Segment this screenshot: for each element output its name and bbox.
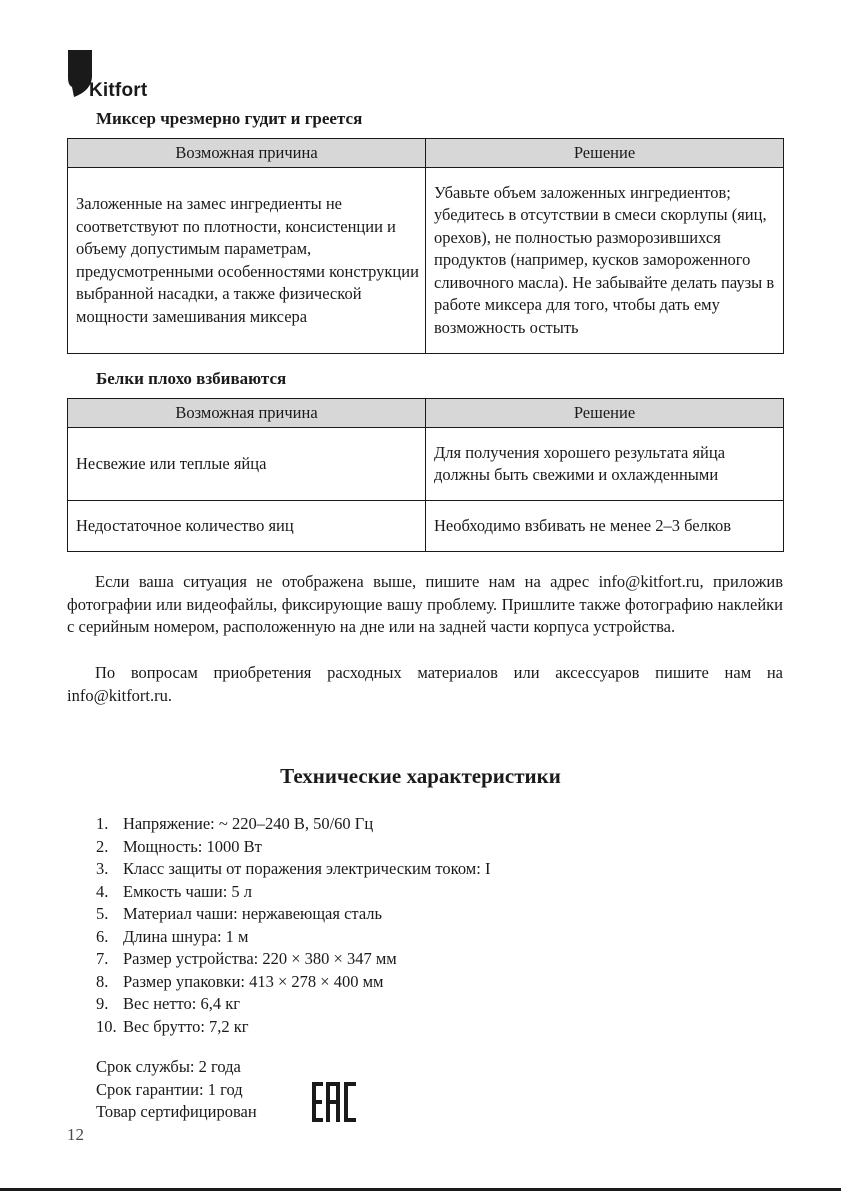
- certification-text: Товар сертифицирован: [96, 1102, 257, 1121]
- item-number: 6.: [96, 926, 109, 946]
- solution-cell: Убавьте объем заложенных ингредиентов; убедитесь в отсутствии в смеси скорлупы (яиц, орехов), не полностью разморозившихся продуктов (например, кусков замороженного сливочного масла). Не забывайте делать паузы в работе миксера для того, чтобы дать ему возможность остыть: [426, 168, 784, 354]
- item-number: 4.: [96, 881, 109, 901]
- service-life: Срок службы: 2 года: [96, 1057, 241, 1076]
- contact-paragraph: Если ваша ситуация не отображена выше, пишите нам на адрес info@kitfort.ru, приложив фотографии или видеофайлы, фиксирующие вашу проблему. Пришлите также фотографию наклейки с серийным номером, расположенную на дне или на задней части корпуса устройства.: [67, 572, 783, 636]
- item-text: Класс защиты от поражения электрическим током: I: [123, 859, 491, 878]
- table-row: [68, 501, 784, 552]
- specs-heading: Технические характеристики: [280, 764, 561, 788]
- page-number: 12: [67, 1125, 84, 1144]
- table-header-row: [68, 399, 784, 428]
- troubleshooting-table-whites: [67, 398, 784, 552]
- purchase-paragraph: По вопросам приобретения расходных материалов или аксессуаров пишите нам на info@kitfort.ru.: [67, 663, 783, 705]
- item-text: Напряжение: ~ 220–240 В, 50/60 Гц: [123, 814, 374, 833]
- cause-cell: Недостаточное количество яиц: [68, 501, 426, 552]
- item-text: Вес брутто: 7,2 кг: [123, 1016, 249, 1036]
- cause-cell: Заложенные на замес ингредиенты не соответствуют по плотности, консистенции и объему допустимым параметрам, предусмотренными особенностями конструкции выбранной насадки, а также физической мощности замешивания миксера: [68, 168, 426, 354]
- eac-certification-icon: [312, 1082, 356, 1122]
- service-info: [96, 1056, 257, 1124]
- list-item: [96, 858, 490, 881]
- item-number: 2.: [96, 836, 109, 856]
- column-header-cause: Возможная причина: [68, 399, 426, 428]
- item-text: Емкость чаши: 5 л: [123, 881, 253, 901]
- item-number: 5.: [96, 904, 109, 923]
- section-title-mixer-noise: Миксер чрезмерно гудит и греется: [96, 109, 363, 128]
- section-title-whites: Белки плохо взбиваются: [96, 369, 287, 388]
- brand-logo: [68, 50, 178, 101]
- list-item: [96, 813, 490, 836]
- list-item: [96, 971, 490, 994]
- item-number: 7.: [96, 949, 109, 968]
- item-text: Длина шнура: 1 м: [123, 926, 249, 946]
- item-number: 1.: [96, 814, 109, 833]
- solution-cell: Необходимо взбивать не менее 2–3 белков: [426, 501, 784, 552]
- item-text: Размер упаковки: 413 × 278 × 400 мм: [123, 971, 384, 991]
- column-header-cause: Возможная причина: [68, 139, 426, 168]
- item-text: Размер устройства: 220 × 380 × 347 мм: [123, 949, 397, 968]
- column-header-solution: Решение: [426, 139, 784, 168]
- item-text: Вес нетто: 6,4 кг: [123, 994, 241, 1013]
- table-header-row: [68, 139, 784, 168]
- list-item: [96, 926, 490, 949]
- solution-cell: Для получения хорошего результата яйца должны быть свежими и охлажденными: [426, 428, 784, 501]
- list-item: [96, 1016, 490, 1039]
- warranty-period: Срок гарантии: 1 год: [96, 1079, 243, 1099]
- item-number: 8.: [96, 971, 109, 991]
- cause-cell: Несвежие или теплые яйца: [68, 428, 426, 501]
- brand-name: Kitfort: [89, 80, 148, 101]
- item-number: 9.: [96, 994, 109, 1013]
- specs-list: [96, 813, 490, 1038]
- item-number: 10.: [96, 1016, 117, 1036]
- list-item: [96, 903, 490, 926]
- table-row: [68, 428, 784, 501]
- column-header-solution: Решение: [426, 399, 784, 428]
- table-row: [68, 168, 784, 354]
- item-number: 3.: [96, 859, 109, 878]
- list-item: [96, 948, 490, 971]
- troubleshooting-table-mixer-noise: [67, 138, 784, 354]
- item-text: Мощность: 1000 Вт: [123, 836, 262, 856]
- list-item: [96, 881, 490, 904]
- list-item: [96, 836, 490, 859]
- list-item: [96, 993, 490, 1016]
- item-text: Материал чаши: нержавеющая сталь: [123, 904, 383, 923]
